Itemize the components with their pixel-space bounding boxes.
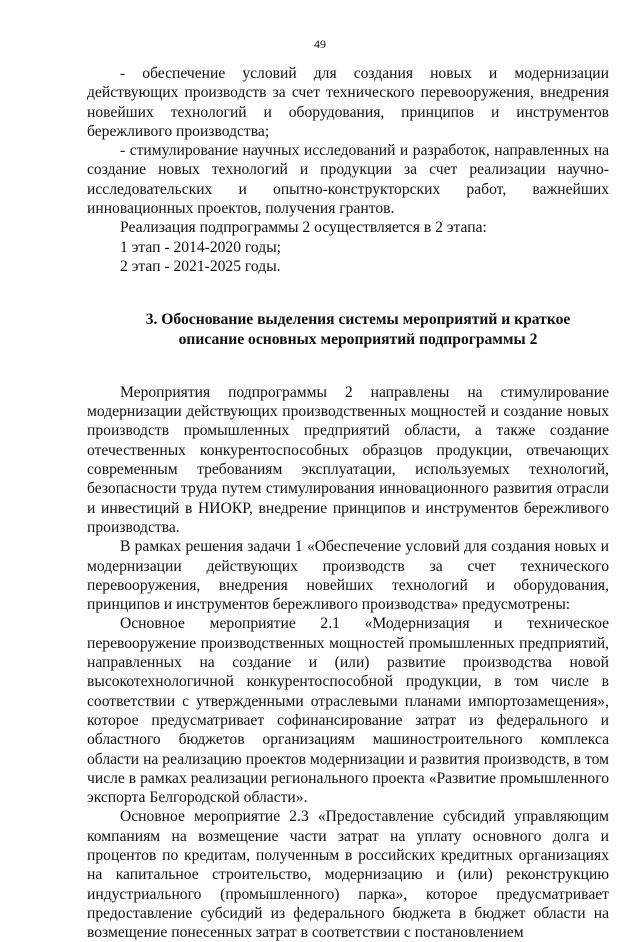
section-heading-line-1: 3. Обоснование выделения системы мероприятий и краткое: [145, 311, 571, 329]
section-heading-line-2: описание основных мероприятий подпрограммы 2: [178, 330, 538, 348]
paragraph-measure-2-3: Основное мероприятие 2.3 «Предоставление субсидий управляющим компаниям на возмещение части затрат на уплату основного долга и процентов по кредитам, полученным в российских кредитных организациях на капитальное строительство, модернизацию и (или) реконструкцию индустриального (промышленного) парка», которое предусматривает предоставление субсидий из федерального бюджета в бюджет области на возмещение понесенных затрат в соответствии с постановлением: [87, 808, 609, 942]
intro-paragraph-goal-1: - обеспечение условий для создания новых и модернизации действующих производств за счет технического перевооружения, внедрения новейших технологий и оборудования, принципов и инструментов бережливого производства;: [87, 65, 609, 140]
intro-paragraph-goal-2: - стимулирование научных исследований и разработок, направленных на создание новых технологий и продукции за счет реализации научно-исследовательских и опытно-конструкторских работ, важнейших инновационных проектов, получения грантов.: [87, 142, 609, 218]
paragraph-measure-2-1: Основное мероприятие 2.1 «Модернизация и техническое перевооружение производственных мощностей промышленных предприятий, направленных на создание и (или) развитие производства новой высокотехнологичной конкурентоспособной продукции, в том числе в соответствии с утвержденными отраслевыми планами импортозамещения», которое предусматривает софинансирование затрат из федерального и областного бюджетов организациям машиностроительного комплекса области на реализацию проектов модернизации и развития производств, в том числе в рамках реализации регионального проекта «Развитие промышленного экспорта Белгородской области».: [87, 615, 609, 807]
page-number: 49: [314, 37, 326, 51]
intro-paragraph-stage-1: 1 этап - 2014-2020 годы;: [120, 238, 282, 256]
paragraph-overview: Мероприятия подпрограммы 2 направлены на стимулирование модернизации действующих производственных мощностей и создание новых производств промышленных предприятий области, а также создание отечественных конкурентоспособных образцов продукции, отвечающих современным требованиям эксплуатации, используемых технологий, безопасности труда путем стимулирования инновационного развития отрасли и инвестиций в НИОКР, внедрение принципов и инструментов бережливого производства.: [87, 383, 609, 536]
intro-paragraph-stages: Реализация подпрограммы 2 осуществляется в 2 этапа:: [120, 219, 487, 237]
section-heading: [87, 310, 609, 349]
paragraph-task-1: В рамках решения задачи 1 «Обеспечение условий для создания новых и модернизации действующих производств за счет технического перевооружения, внедрения новейших технологий и оборудования, принципов и инструментов бережливого производства» предусмотрены:: [87, 538, 609, 614]
document-body: [87, 64, 609, 942]
intro-paragraph-stage-2: 2 этап - 2021-2025 годы.: [120, 257, 281, 275]
